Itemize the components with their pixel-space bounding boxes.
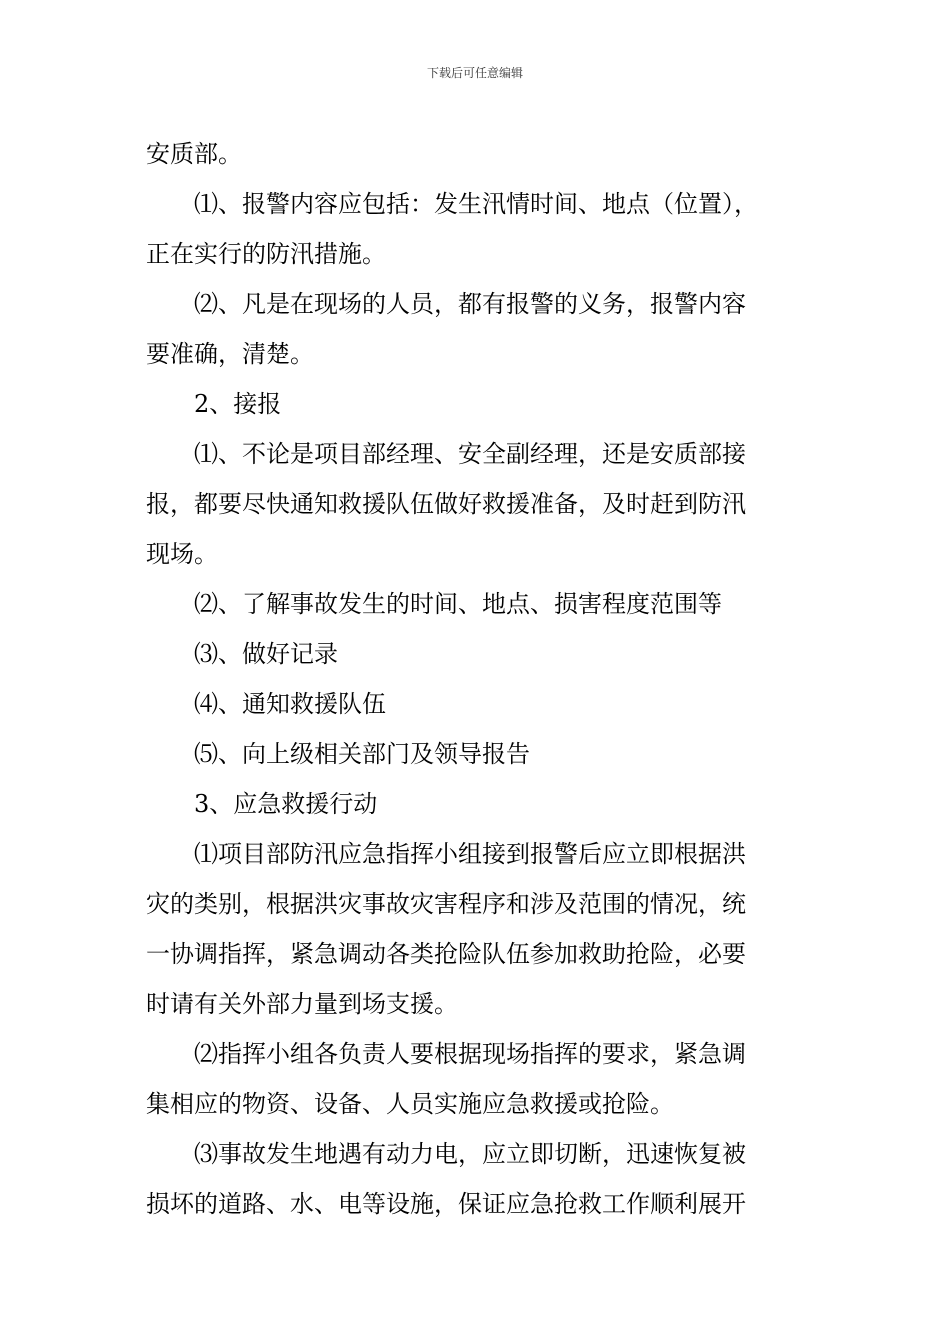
paragraph-line: 要准确，清楚。 xyxy=(146,340,314,368)
paragraph-line: 集相应的物资、设备、人员实施应急救援或抢险。 xyxy=(146,1090,674,1118)
paragraph-line: 报，都要尽快通知救援队伍做好救援准备，及时赶到防汛 xyxy=(146,490,746,518)
paragraph-line: ⑵指挥小组各负责人要根据现场指挥的要求，紧急调 xyxy=(194,1040,746,1068)
paragraph-line: ⑶事故发生地遇有动力电，应立即切断，迅速恢复被 xyxy=(194,1140,746,1168)
paragraph-line: ⑴、报警内容应包括：发生汛情时间、地点（位置）， xyxy=(194,190,758,218)
paragraph-line: 安质部。 xyxy=(146,140,242,168)
paragraph-line: ⑵、了解事故发生的时间、地点、损害程度范围等 xyxy=(194,590,722,618)
paragraph-line: 时请有关外部力量到场支援。 xyxy=(146,990,458,1018)
paragraph-line: ⑵、凡是在现场的人员，都有报警的义务，报警内容 xyxy=(194,290,746,318)
page-header-note: 下载后可任意编辑 xyxy=(426,66,523,80)
section-heading: 2、接报 xyxy=(194,390,282,418)
paragraph-line: ⑸、向上级相关部门及领导报告 xyxy=(194,740,530,768)
paragraph-line: 损坏的道路、水、电等设施，保证应急抢救工作顺利展开 xyxy=(146,1190,746,1218)
paragraph-line: 正在实行的防汛措施。 xyxy=(146,240,386,268)
paragraph-line: ⑶、做好记录 xyxy=(194,640,338,668)
paragraph-line: 灾的类别，根据洪灾事故灾害程序和涉及范围的情况，统 xyxy=(146,890,746,918)
paragraph-line: ⑴、不论是项目部经理、安全副经理，还是安质部接 xyxy=(194,440,746,468)
paragraph-line: 一协调指挥，紧急调动各类抢险队伍参加救助抢险，必要 xyxy=(146,940,746,968)
section-heading: 3、应急救援行动 xyxy=(194,790,378,818)
paragraph-line: ⑴项目部防汛应急指挥小组接到报警后应立即根据洪 xyxy=(194,840,746,868)
document-body xyxy=(146,129,811,1229)
paragraph-line: 现场。 xyxy=(146,540,218,568)
paragraph-line: ⑷、通知救援队伍 xyxy=(194,690,386,718)
